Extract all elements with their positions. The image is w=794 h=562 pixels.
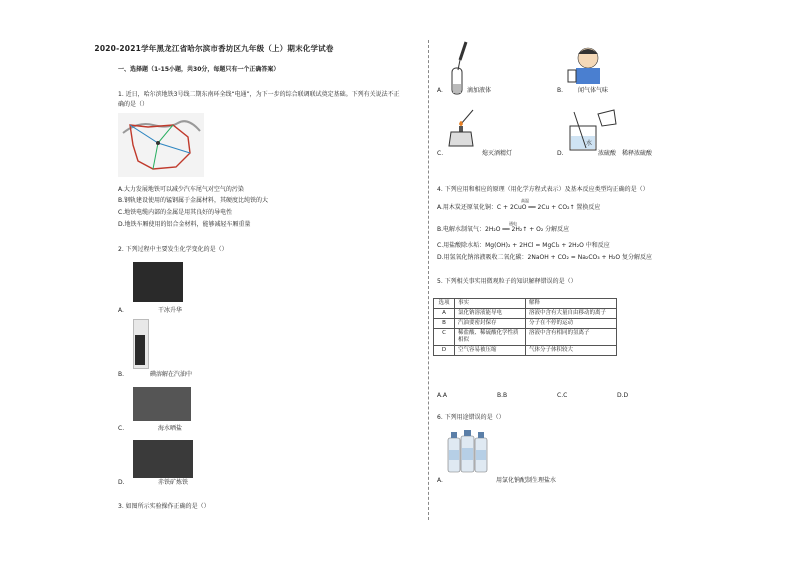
q5-table — [433, 298, 617, 356]
q3-caption-b: 闻气体气味 — [578, 87, 609, 94]
q3-stem: 3. 如图所示实验操作正确的是（） — [118, 503, 210, 510]
table-row — [434, 346, 617, 356]
q5-answer-c: C.C — [557, 392, 568, 399]
q5-stem: 5. 下列相关事实用微观粒子的知识解释错误的是（） — [437, 278, 577, 285]
q6-option-a: A. — [437, 477, 443, 484]
q2-option-c: C. — [118, 425, 125, 432]
table-row — [434, 309, 617, 319]
table-cell: 溶液中含有相同的氢离子 — [526, 329, 617, 346]
q5-answer-a: A.A — [437, 392, 448, 399]
iodine-liquid — [135, 335, 145, 365]
iron-smelting-photo — [133, 440, 193, 478]
header-cell: 事实 — [455, 299, 526, 309]
q5-table-header — [434, 299, 617, 309]
q4-condition-a: 高温 — [521, 198, 529, 203]
q4-option-d: D.用氢氧化钠溶液吸收二氧化碳：2NaOH + CO₂ = Na₂CO₃ + H₂O 复分解反应 — [437, 254, 653, 261]
q1-option-c: C.地铁电缆内部的金属是用其良好的导电性 — [118, 209, 233, 216]
page-title: 2020-2021学年黑龙江省哈尔滨市香坊区九年级（上）期末化学试卷 — [94, 44, 334, 53]
q3-caption-a: 滴加液体 — [467, 87, 492, 94]
q4-option-a: A.用木炭还原氧化铜：C + 2CuO ══ 2Cu + CO₂↑ 置换反应 — [437, 204, 601, 211]
q4-condition-b: 通电 — [509, 221, 517, 226]
label-water: 水 — [586, 140, 593, 147]
q3-caption-c: 熄灭酒精灯 — [482, 150, 513, 157]
q6-caption-a: 用氯化钠配制生理盐水 — [496, 477, 557, 484]
q2-caption-b: 碘溶解在汽油中 — [150, 371, 193, 378]
alcohol-lamp-image — [447, 108, 477, 150]
subway-map-image — [118, 113, 204, 177]
saline-bottles-image — [446, 428, 490, 474]
q4-stem: 4. 下列应用和相应的原理（用化学方程式表示）及基本反应类型均正确的是（） — [437, 186, 649, 193]
q1-stem-line2: 确的是（） — [118, 101, 149, 108]
table-cell: 分子在不停的运动 — [526, 319, 617, 329]
q3-option-a: A. — [437, 87, 443, 94]
q1-stem-line1: 1. 近日，哈尔滨地铁3号线二期东南环全线“电通”，为下一步的综合联调联试奠定基础。下列有关说法不正 — [118, 91, 400, 98]
table-cell: 溶液中含有大量自由移动的离子 — [526, 309, 617, 319]
page-divider — [428, 40, 429, 520]
dry-ice-photo — [133, 262, 183, 302]
table-cell: A — [434, 309, 455, 319]
q3-option-d: D. — [557, 150, 564, 157]
table-cell: 汽油要密封保存 — [455, 319, 526, 329]
q4-option-c: C.用盐酸除水垢：Mg(OH)₂ + 2HCl = MgCl₂ + 2H₂O 中和反应 — [437, 242, 610, 249]
q1-option-b: B.钢轨建设使用的锰钢属于金属材料，其硬度比纯铁的大 — [118, 197, 269, 204]
table-row — [434, 329, 617, 346]
table-cell: 氯化钠溶液能导电 — [455, 309, 526, 319]
q3-caption-d: 稀释浓硫酸 — [622, 150, 653, 157]
smelling-gas-image — [566, 44, 606, 86]
table-cell: 空气容易被压缩 — [455, 346, 526, 356]
q2-caption-d: 赤铁矿炼铁 — [158, 479, 189, 486]
table-cell: 气体分子体积较大 — [526, 346, 617, 356]
table-cell: 稀盐酸、稀硫酸化学性质相似 — [455, 329, 526, 346]
header-cell: 选项 — [434, 299, 455, 309]
dilution-image — [568, 108, 620, 152]
q2-stem: 2. 下列过程中主要发生化学变化的是（） — [118, 246, 228, 253]
q2-option-d: D. — [118, 479, 125, 486]
table-cell: B — [434, 319, 455, 329]
salt-pan-photo — [133, 387, 191, 421]
q1-option-d: D.地铁车厢使用的铝合金材料，能够减轻车厢重量 — [118, 221, 251, 228]
q6-stem: 6. 下列用途错误的是（） — [437, 414, 505, 421]
q1-option-a: A.大力发展地铁可以减少汽车尾气对空气的污染 — [118, 186, 244, 193]
q2-caption-c: 海水晒盐 — [158, 425, 183, 432]
q2-option-b: B. — [118, 371, 125, 378]
q2-caption-a: 干冰升华 — [158, 307, 183, 314]
section-heading: 一、选择题（1-15小题，共30分，每题只有一个正确答案） — [118, 66, 280, 73]
q2-option-a: A. — [118, 307, 124, 314]
table-cell: C — [434, 329, 455, 346]
table-row — [434, 319, 617, 329]
q5-answer-d: D.D — [617, 392, 629, 399]
q3-option-b: B. — [557, 87, 564, 94]
q3-option-c: C. — [437, 150, 444, 157]
table-cell: D — [434, 346, 455, 356]
header-cell: 解释 — [526, 299, 617, 309]
label-conc-acid: 浓硫酸 — [598, 150, 617, 157]
q4-option-b: B.电解水制氧气：2H₂O ══ 2H₂↑ + O₂ 分解反应 — [437, 226, 570, 233]
q5-answer-b: B.B — [497, 392, 508, 399]
